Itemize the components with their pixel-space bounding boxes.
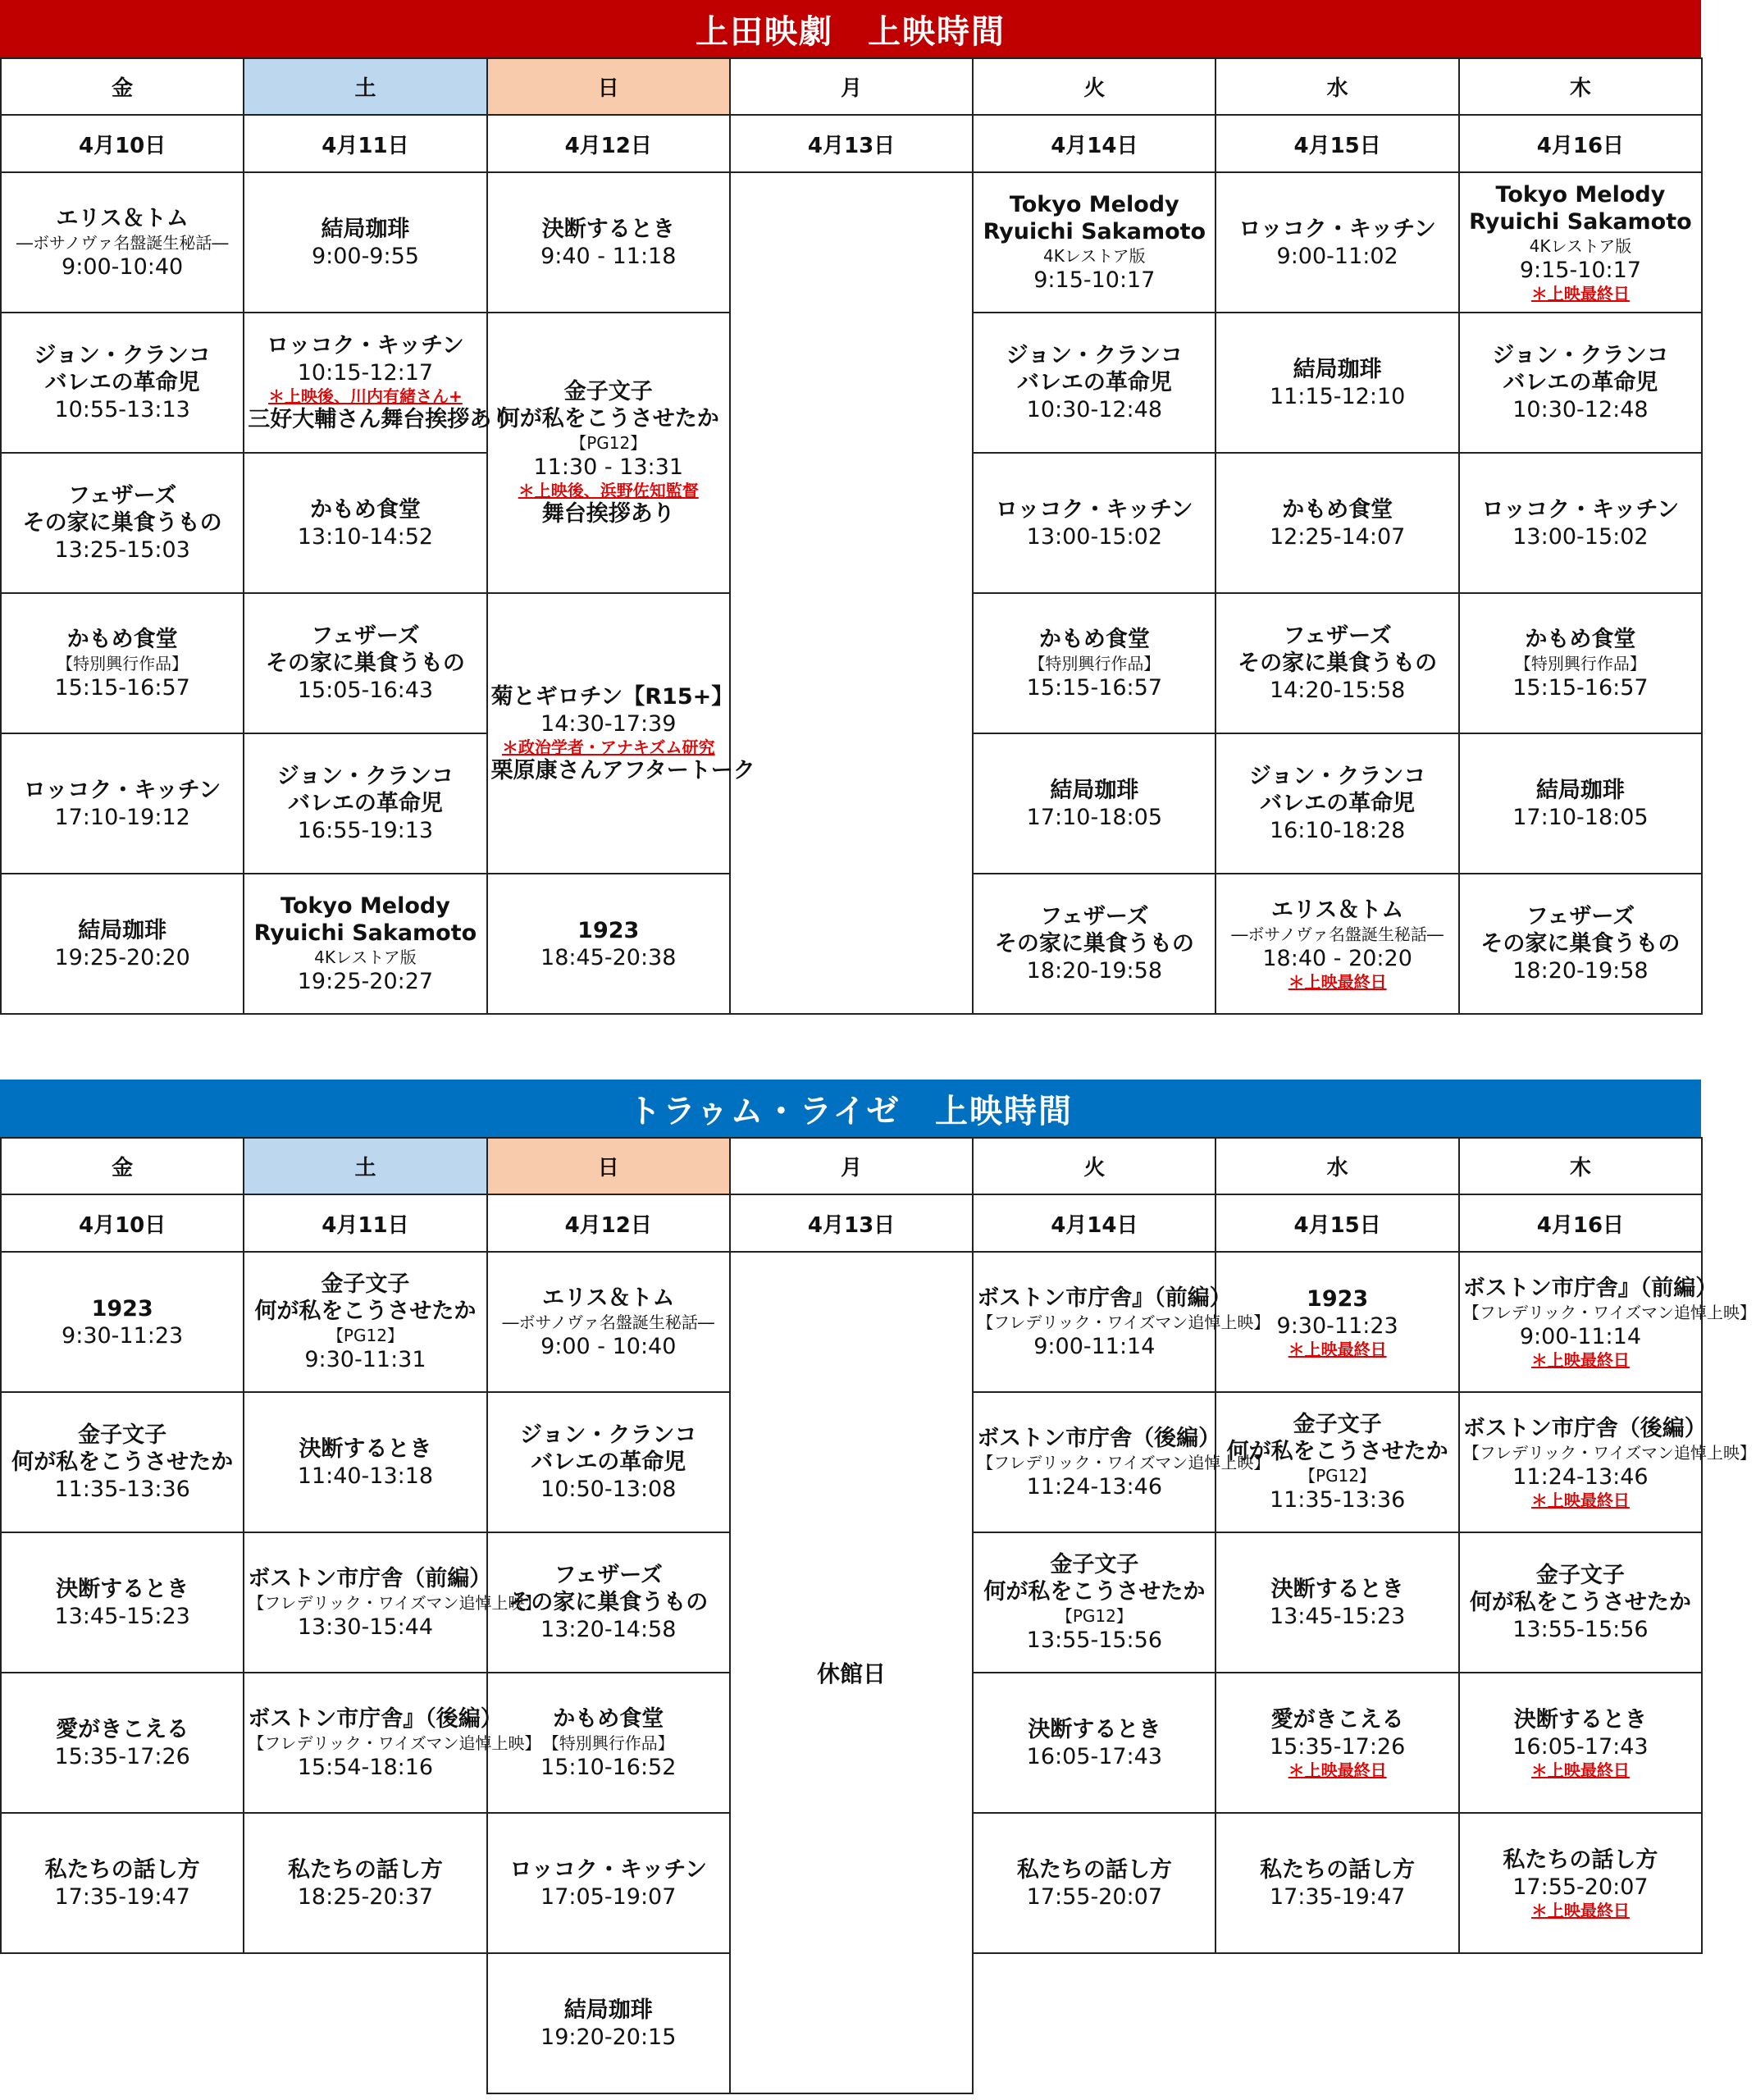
subtitle-line: 【PG12】 — [1056, 1606, 1133, 1626]
screening-cell — [1459, 453, 1702, 593]
title-line: エリス＆トム — [1270, 897, 1404, 923]
title-line: その家に巣食うもの — [1480, 931, 1681, 956]
showtime-line: 11:24-13:46 — [1512, 1463, 1649, 1490]
showtime-line: 13:00-15:02 — [1512, 523, 1649, 550]
screening-cell — [244, 593, 486, 733]
note-line: ＊上映最終日 — [1530, 284, 1630, 304]
note-line: ＊上映後、浜野佐知監督 — [518, 481, 699, 500]
subtitle-line: 【PG12】 — [326, 1326, 404, 1345]
title-line: 結局珈琲 — [1050, 777, 1139, 803]
screening-cell — [1459, 1813, 1702, 1953]
screening-cell — [1459, 1673, 1702, 1813]
screening-cell — [1459, 172, 1702, 313]
empty-cell — [1, 1953, 244, 2093]
showtime-line: 18:20-19:58 — [1026, 958, 1163, 984]
screening-cell — [1216, 1813, 1458, 1953]
showtime-line: 9:00 - 10:40 — [540, 1333, 677, 1359]
subtitle-line: 4Kレストア版 — [1043, 246, 1146, 266]
day-tue: 火 — [973, 58, 1216, 115]
showtime-line: 15:15-16:57 — [54, 674, 190, 701]
day-sun: 日 — [487, 1138, 730, 1194]
title-line: フェザーズ — [311, 623, 420, 649]
screening-cell — [973, 874, 1216, 1014]
screening-cell — [487, 1813, 730, 1953]
showtime-line: 12:25-14:07 — [1269, 523, 1406, 550]
date-thu: 4月16日 — [1459, 115, 1702, 172]
empty-cell — [244, 1953, 486, 2093]
title-line: 金子文子 — [78, 1422, 167, 1448]
screening-cell — [1, 453, 244, 593]
title-line: 金子文子 — [321, 1271, 410, 1297]
screening-cell — [1216, 1673, 1458, 1813]
title-line: 結局珈琲 — [321, 216, 410, 242]
schedule-table — [0, 57, 1703, 1015]
title-line: ロッコク・キッチン — [23, 777, 221, 803]
showtime-line: 9:30-11:23 — [1276, 1312, 1398, 1339]
showtime-line: 16:55-19:13 — [297, 818, 434, 843]
title-line: 決断するとき — [299, 1436, 432, 1462]
showtime-line: 13:45-15:23 — [54, 1603, 190, 1629]
title-line: 何が私をこうさせたか — [254, 1299, 477, 1324]
subtitle-line: 4Kレストア版 — [1529, 236, 1632, 256]
title-line: かもめ食堂 — [309, 496, 421, 523]
closed-day-cell: 休館日 — [730, 1252, 973, 2093]
title-line: エリス＆トム — [56, 205, 189, 231]
screening-cell — [1, 1532, 244, 1673]
note-line: ＊上映最終日 — [1530, 1760, 1630, 1780]
day-mon: 月 — [730, 58, 973, 115]
date-sun: 4月12日 — [487, 1194, 730, 1252]
title-line: バレエの革命児 — [287, 791, 443, 816]
day-sat: 土 — [244, 58, 486, 115]
title-line: 三好大輔さん舞台挨拶あり — [248, 407, 514, 432]
screening-cell — [973, 1673, 1216, 1813]
showtime-line: 9:30-11:23 — [62, 1322, 184, 1349]
title-line: 何が私をこうさせたか — [11, 1449, 234, 1475]
title-line: 結局珈琲 — [563, 1997, 653, 2023]
title-line: 愛がきこえる — [1270, 1706, 1404, 1732]
subtitle-line: 【PG12】 — [1299, 1466, 1376, 1486]
showtime-line: 9:00-11:14 — [1033, 1333, 1156, 1359]
title-line: ジョン・クランコ — [520, 1422, 697, 1448]
screening-cell — [244, 453, 486, 593]
title-line: ロッコク・キッチン — [1238, 216, 1436, 242]
showtime-line: 9:00-11:14 — [1519, 1323, 1642, 1349]
title-line: フェザーズ — [67, 483, 177, 509]
screening-cell — [973, 593, 1216, 733]
screening-cell — [244, 874, 486, 1014]
showtime-line: 10:15-12:17 — [297, 360, 434, 386]
title-line: フェザーズ — [1526, 904, 1635, 929]
title-line: バレエの革命児 — [1016, 370, 1172, 395]
screening-cell — [244, 1813, 486, 1953]
screening-cell — [244, 1392, 486, 1532]
day-wed: 水 — [1216, 1138, 1458, 1194]
screening-cell — [244, 172, 486, 313]
title-line: ジョン・クランコ — [34, 343, 211, 368]
title-line: ロッコク・キッチン — [1481, 496, 1680, 523]
date-mon: 4月13日 — [730, 115, 973, 172]
title-line: 決断するとき — [1513, 1706, 1647, 1732]
title-line: 私たちの話し方 — [287, 1856, 443, 1883]
showtime-line: 13:25-15:03 — [54, 537, 190, 563]
screening-cell — [244, 313, 514, 453]
screening-cell — [1459, 313, 1702, 453]
showtime-line: 9:30-11:31 — [304, 1347, 426, 1372]
screening-cell — [973, 1813, 1216, 1953]
screening-cell — [1, 1392, 244, 1532]
screening-cell — [973, 733, 1216, 874]
showtime-line: 16:10-18:28 — [1269, 818, 1406, 843]
screening-cell — [1216, 453, 1458, 593]
subtitle-line: ―ボサノヴァ名盤誕生秘話― — [502, 1312, 714, 1332]
showtime-line: 19:20-20:15 — [540, 2024, 677, 2050]
title-line: 結局珈琲 — [78, 917, 167, 943]
title-line: 結局珈琲 — [1535, 777, 1625, 803]
screening-cell — [1, 874, 244, 1014]
title-line: 決断するとき — [56, 1576, 189, 1602]
title-line: ボストン市庁舎（後編） — [1462, 1415, 1707, 1441]
showtime-line: 13:55-15:56 — [1512, 1617, 1649, 1642]
screening-cell — [1216, 172, 1458, 313]
showtime-line: 15:15-16:57 — [1026, 674, 1163, 701]
subtitle-line: 【PG12】 — [570, 433, 647, 453]
showtime-line: 11:35-13:36 — [1269, 1487, 1406, 1513]
showtime-line: 9:00-10:40 — [62, 253, 184, 280]
title-line: 何が私をこうさせたか — [1226, 1439, 1448, 1464]
title-line: かもめ食堂 — [1038, 626, 1150, 652]
title-line: Tokyo Melody — [1009, 192, 1179, 217]
screening-cell — [244, 733, 486, 874]
screening-cell — [1, 1673, 244, 1813]
showtime-line: 15:05-16:43 — [297, 678, 434, 703]
screening-cell — [487, 313, 730, 593]
title-line: フェザーズ — [1283, 623, 1392, 649]
showtime-line: 11:40-13:18 — [297, 1463, 434, 1489]
subtitle-line: 【フレデリック・ワイズマン追悼上映】 — [1462, 1302, 1756, 1322]
note-line: ＊上映最終日 — [1288, 1339, 1387, 1359]
showtime-line: 17:35-19:47 — [54, 1883, 190, 1910]
screening-cell — [1, 1813, 244, 1953]
subtitle-line: 【フレデリック・ワイズマン追悼上映】 — [977, 1452, 1270, 1472]
day-thu: 木 — [1459, 1138, 1702, 1194]
title-line: ボストン市庁舎（後編） — [977, 1425, 1221, 1451]
subtitle-line: 【フレデリック・ワイズマン追悼上映】 — [977, 1312, 1270, 1332]
screening-cell — [973, 453, 1216, 593]
title-line: エリス＆トム — [542, 1285, 675, 1311]
screening-cell — [1, 313, 244, 453]
note-line: ＊上映最終日 — [1530, 1490, 1630, 1510]
title-line: バレエの革命児 — [531, 1449, 686, 1475]
screening-cell — [1216, 733, 1458, 874]
showtime-line: 11:35-13:36 — [54, 1477, 190, 1502]
showtime-line: 15:35-17:26 — [1269, 1733, 1406, 1760]
empty-cell — [1216, 1953, 1458, 2093]
screening-cell — [487, 172, 730, 313]
title-line: 栗原康さんアフタートーク — [490, 757, 755, 783]
title-line: フェザーズ — [1040, 904, 1149, 929]
slot-row — [1, 1252, 1702, 1392]
screening-cell — [487, 1532, 730, 1673]
date-tue: 4月14日 — [973, 1194, 1216, 1252]
showtime-line: 13:55-15:56 — [1026, 1628, 1163, 1653]
schedule-table — [0, 1137, 1756, 2094]
title-line: ボストン市庁舎』（前編） — [1462, 1275, 1718, 1301]
subtitle-line: 4Kレストア版 — [314, 947, 417, 967]
title-line: 1923 — [1307, 1285, 1369, 1312]
showtime-line: 17:35-19:47 — [1269, 1883, 1406, 1910]
showtime-line: 17:10-18:05 — [1026, 804, 1163, 830]
section-title: 上田映劇 上映時間 — [0, 0, 1701, 57]
showtime-line: 11:15-12:10 — [1269, 383, 1406, 409]
day-header-row — [1, 58, 1702, 115]
date-wed: 4月15日 — [1216, 115, 1458, 172]
title-line: バレエの革命児 — [1260, 791, 1416, 816]
showtime-line: 17:10-18:05 — [1512, 804, 1649, 830]
date-header-row — [1, 1194, 1702, 1252]
screening-cell — [973, 1252, 1270, 1392]
screening-cell — [1, 172, 244, 313]
day-thu: 木 — [1459, 58, 1702, 115]
title-line: ジョン・クランコ — [1006, 343, 1184, 368]
schedule-ueda-eigeki — [0, 0, 1701, 1015]
day-fri: 金 — [1, 1138, 244, 1194]
showtime-line: 9:40 - 11:18 — [540, 243, 677, 269]
slot-row — [1, 172, 1702, 313]
subtitle-line: 【フレデリック・ワイズマン追悼上映】 — [248, 1592, 541, 1613]
screening-cell — [1459, 733, 1702, 874]
showtime-line: 16:05-17:43 — [1026, 1743, 1163, 1769]
screening-cell — [244, 1252, 486, 1392]
date-header-row — [1, 115, 1702, 172]
title-line: 結局珈琲 — [1293, 356, 1382, 382]
screening-cell — [487, 1252, 730, 1392]
title-line: 決断するとき — [1028, 1716, 1161, 1742]
title-line: ボストン市庁舎』（後編） — [248, 1705, 503, 1732]
subtitle-line: 【特別興行作品】 — [1514, 653, 1646, 673]
showtime-line: 9:15-10:17 — [1519, 258, 1642, 283]
showtime-line: 9:00-9:55 — [311, 243, 419, 269]
subtitle-line: 【特別興行作品】 — [542, 1732, 674, 1753]
title-line: ボストン市庁舎（前編） — [248, 1565, 492, 1591]
day-fri: 金 — [1, 58, 244, 115]
title-line: Ryuichi Sakamoto — [1469, 209, 1692, 235]
date-tue: 4月14日 — [973, 115, 1216, 172]
showtime-line: 9:00-11:02 — [1276, 243, 1398, 269]
section-title: トラゥム・ライゼ 上映時間 — [0, 1080, 1701, 1137]
closed-day-cell — [730, 172, 973, 1014]
title-line: 私たちの話し方 — [1260, 1856, 1416, 1883]
title-line: その家に巣食うもの — [265, 651, 465, 676]
showtime-line: 9:15-10:17 — [1033, 267, 1156, 293]
title-line: ジョン・クランコ — [1492, 343, 1669, 368]
title-line: 金子文子 — [563, 379, 653, 404]
title-line: 1923 — [577, 917, 640, 943]
showtime-line: 18:40 - 20:20 — [1262, 945, 1412, 971]
title-line: 金子文子 — [1535, 1563, 1625, 1588]
title-line: その家に巣食うもの — [1238, 651, 1438, 676]
title-line: 何が私をこうさせたか — [983, 1579, 1206, 1605]
title-line: その家に巣食うもの — [994, 931, 1194, 956]
note-line: ＊上映最終日 — [1530, 1900, 1630, 1920]
title-line: かもめ食堂 — [1525, 626, 1636, 652]
title-line: バレエの革命児 — [1503, 370, 1658, 395]
title-line: 決断するとき — [541, 216, 675, 242]
subtitle-line: 【フレデリック・ワイズマン追悼上映】 — [1462, 1442, 1756, 1463]
showtime-line: 19:25-20:20 — [54, 944, 190, 970]
screening-cell — [487, 593, 755, 874]
title-line: その家に巣食うもの — [22, 510, 222, 536]
showtime-line: 19:25-20:27 — [297, 969, 434, 994]
screening-cell — [1216, 593, 1458, 733]
showtime-line: 17:55-20:07 — [1026, 1883, 1163, 1910]
note-line: ＊上映最終日 — [1288, 971, 1387, 992]
title-line: 愛がきこえる — [56, 1716, 189, 1742]
date-thu: 4月16日 — [1459, 1194, 1702, 1252]
screening-cell — [1459, 1252, 1756, 1392]
title-line: 何が私をこうさせたか — [497, 406, 719, 431]
subtitle-line: ―ボサノヴァ名盤誕生秘話― — [1231, 924, 1444, 944]
date-fri: 4月10日 — [1, 115, 244, 172]
showtime-line: 15:15-16:57 — [1512, 674, 1649, 701]
showtime-line: 11:24-13:46 — [1026, 1473, 1163, 1500]
showtime-line: 18:25-20:37 — [297, 1883, 434, 1910]
title-line: ボストン市庁舎』（前編） — [977, 1285, 1232, 1311]
screening-cell — [1216, 874, 1458, 1014]
title-line: Ryuichi Sakamoto — [983, 219, 1206, 244]
subtitle-line: 【フレデリック・ワイズマン追悼上映】 — [248, 1732, 541, 1753]
title-line: かもめ食堂 — [1282, 496, 1393, 523]
screening-cell — [1, 1252, 244, 1392]
screening-cell — [1459, 1532, 1702, 1673]
title-line: 私たちの話し方 — [1016, 1856, 1172, 1883]
note-line: ＊上映最終日 — [1288, 1760, 1387, 1780]
title-line: バレエの革命児 — [44, 370, 200, 395]
title-line: 私たちの話し方 — [1503, 1847, 1658, 1873]
screening-cell — [1, 593, 244, 733]
screening-cell — [1216, 1532, 1458, 1673]
showtime-line: 17:10-19:12 — [54, 804, 190, 830]
title-line: 1923 — [91, 1295, 153, 1322]
showtime-line: 10:30-12:48 — [1026, 397, 1163, 422]
showtime-line: 11:30 - 13:31 — [533, 454, 683, 480]
showtime-line: 13:10-14:52 — [297, 523, 434, 550]
screening-cell — [973, 172, 1216, 313]
title-line: 何が私をこうさせたか — [1469, 1590, 1691, 1615]
showtime-line: 15:10-16:52 — [540, 1754, 677, 1780]
title-line: 舞台挨拶あり — [541, 501, 675, 527]
subtitle-line: 【特別興行作品】 — [57, 653, 189, 673]
screening-cell — [1459, 874, 1702, 1014]
showtime-line: 10:50-13:08 — [540, 1477, 677, 1502]
date-fri: 4月10日 — [1, 1194, 244, 1252]
title-line: Tokyo Melody — [1495, 182, 1666, 208]
screening-cell — [1216, 1392, 1458, 1532]
showtime-line: 13:00-15:02 — [1026, 523, 1163, 550]
schedule-traumreise — [0, 1080, 1756, 2094]
screening-cell — [973, 1392, 1270, 1532]
title-line: 菊とギロチン【R15+】 — [490, 683, 734, 710]
title-line: Tokyo Melody — [281, 893, 450, 919]
title-line: 金子文子 — [1050, 1552, 1139, 1577]
showtime-line: 14:20-15:58 — [1269, 678, 1406, 703]
screening-cell — [1459, 1392, 1756, 1532]
date-sun: 4月12日 — [487, 115, 730, 172]
date-sat: 4月11日 — [244, 115, 486, 172]
showtime-line: 13:45-15:23 — [1269, 1603, 1406, 1629]
subtitle-line: ―ボサノヴァ名盤誕生秘話― — [16, 232, 229, 253]
title-line: ロッコク・キッチン — [996, 496, 1193, 523]
screening-cell — [973, 313, 1216, 453]
title-line: Ryuichi Sakamoto — [253, 920, 477, 946]
date-mon: 4月13日 — [730, 1194, 973, 1252]
showtime-line: 18:45-20:38 — [540, 944, 677, 970]
showtime-line: 18:20-19:58 — [1512, 958, 1649, 984]
day-mon: 月 — [730, 1138, 973, 1194]
showtime-line: 15:35-17:26 — [54, 1743, 190, 1769]
day-tue: 火 — [973, 1138, 1216, 1194]
day-header-row — [1, 1138, 1702, 1194]
showtime-line: 10:30-12:48 — [1512, 397, 1649, 422]
screening-cell — [1459, 593, 1702, 733]
showtime-line: 13:20-14:58 — [540, 1617, 677, 1642]
screening-cell — [973, 1532, 1216, 1673]
title-line: フェザーズ — [554, 1563, 663, 1588]
date-sat: 4月11日 — [244, 1194, 486, 1252]
title-line: 私たちの話し方 — [44, 1856, 200, 1883]
screening-cell — [487, 874, 730, 1014]
showtime-line: 17:55-20:07 — [1512, 1874, 1649, 1900]
screening-cell — [1216, 313, 1458, 453]
day-wed: 水 — [1216, 58, 1458, 115]
note-line: ＊上映最終日 — [1530, 1349, 1630, 1370]
note-line: ＊政治学者・アナキズム研究 — [501, 737, 715, 757]
showtime-line: 16:05-17:43 — [1512, 1733, 1649, 1760]
title-line: ジョン・クランコ — [1248, 764, 1426, 789]
title-line: ロッコク・キッチン — [267, 333, 464, 358]
screening-cell — [487, 1953, 730, 2093]
date-wed: 4月15日 — [1216, 1194, 1458, 1252]
note-line: ＊上映後、川内有緒さん+ — [268, 386, 463, 406]
day-sat: 土 — [244, 1138, 486, 1194]
screening-cell — [487, 1392, 730, 1532]
title-line: 金子文子 — [1293, 1412, 1382, 1437]
subtitle-line: 【特別興行作品】 — [1029, 653, 1161, 673]
title-line: かもめ食堂 — [553, 1705, 664, 1732]
showtime-line: 13:30-15:44 — [297, 1614, 434, 1640]
screening-cell — [244, 1532, 541, 1673]
title-line: 決断するとき — [1270, 1576, 1404, 1602]
screening-cell — [1, 733, 244, 874]
screening-cell — [244, 1673, 541, 1813]
day-sun: 日 — [487, 58, 730, 115]
empty-cell — [1459, 1953, 1702, 2093]
title-line: かもめ食堂 — [66, 626, 178, 652]
showtime-line: 17:05-19:07 — [540, 1883, 677, 1910]
title-line: ロッコク・キッチン — [509, 1856, 708, 1883]
showtime-line: 10:55-13:13 — [54, 397, 190, 422]
title-line: その家に巣食うもの — [509, 1590, 709, 1615]
showtime-line: 14:30-17:39 — [540, 710, 677, 737]
showtime-line: 15:54-18:16 — [297, 1754, 434, 1780]
empty-cell — [973, 1953, 1216, 2093]
title-line: ジョン・クランコ — [276, 764, 454, 789]
